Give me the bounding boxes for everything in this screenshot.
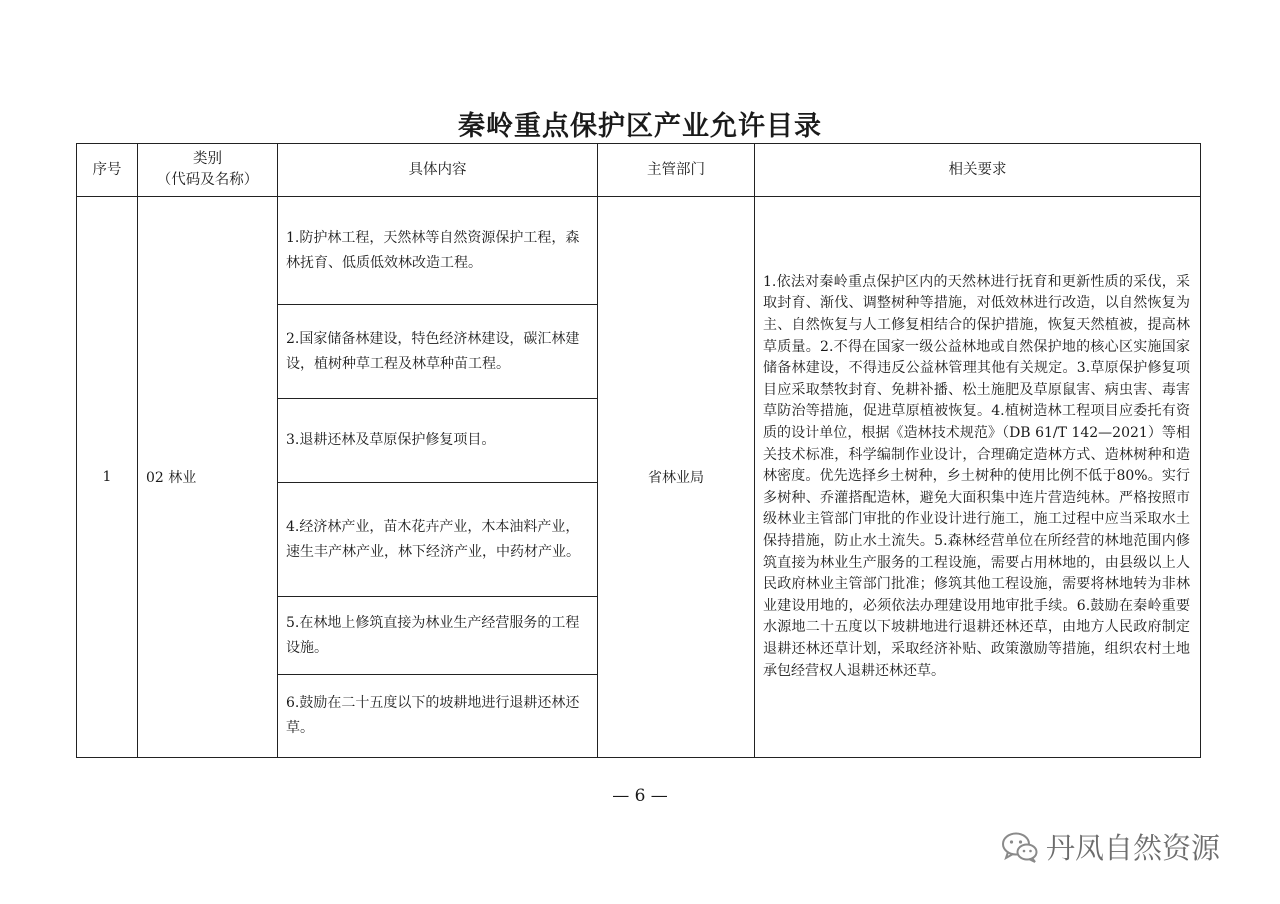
header-requirements: 相关要求 [755, 144, 1201, 197]
row-content-items [278, 197, 598, 758]
row-number: 1 [77, 197, 138, 758]
watermark-text: 丹凤自然资源 [1046, 831, 1221, 865]
header-number: 序号 [77, 144, 138, 197]
watermark [1000, 826, 1220, 867]
content-item: 2.国家储备林建设，特色经济林建设，碳汇林建设，植树种草工程及林草种苗工程。 [278, 305, 597, 399]
content-item: 3.退耕还林及草原保护修复项目。 [278, 399, 597, 483]
header-category [138, 144, 278, 197]
wechat-icon [1000, 827, 1040, 867]
content-item: 5.在林地上修筑直接为林业生产经营服务的工程设施。 [278, 597, 597, 675]
header-category-line1: 类别 [193, 151, 222, 167]
row-department: 省林业局 [598, 197, 755, 758]
content-item: 4.经济林产业，苗木花卉产业，木本油料产业，速生丰产林产业，林下经济产业，中药材产业。 [278, 483, 597, 597]
header-content: 具体内容 [278, 144, 598, 197]
header-department: 主管部门 [598, 144, 755, 197]
content-item: 6.鼓励在二十五度以下的坡耕地进行退耕还林还草。 [286, 695, 580, 736]
document-title: 秦岭重点保护区产业允许目录 [458, 111, 822, 142]
header-category-line2: （代码及名称） [156, 172, 259, 188]
table-row [77, 197, 1201, 758]
table-header-row [77, 144, 1201, 197]
industry-permit-table [76, 143, 1201, 758]
content-item: 1.防护林工程，天然林等自然资源保护工程，森林抚育、低质低效林改造工程。 [278, 197, 597, 305]
row-category: 02 林业 [138, 197, 278, 758]
page-number: — 6 — [612, 786, 668, 806]
row-requirements: 1.依法对秦岭重点保护区内的天然林进行抚育和更新性质的采伐，采取封育、渐伐、调整树种等措施，对低效林进行改造，以自然恢复为主、自然恢复与人工修复相结合的保护措施，恢复天然植被，提高林草质量。2.不得在国家一级公益林地或自然保护地的核心区实施国家储备林建设，不得违反公益林管理其他有关规定。3.草原保护修复项目应采取禁牧封育、免耕补播、松土施肥及草原鼠害、病虫害、毒害草防治等措施，促进草原植被恢复。4.植树造林工程项目应委托有资质的设计单位，根据《造林技术规范》（DB 61/T 142—2021）等相关技术标准，科学编制作业设计，合理确定造林方式、造林树种和造林密度。优先选择乡土树种，乡土树种的使用比例不低于80%。实行多树种、乔灌搭配造林，避免大面积集中连片营造纯林。严格按照市级林业主管部门审批的作业设计进行施工，施工过程中应当采取水土保持措施，防止水土流失。5.森林经营单位在所经营的林地范围内修筑直接为林业生产服务的工程设施，需要占用林地的，由县级以上人民政府林业主管部门批准；修筑其他工程设施，需要将林地转为非林业建设用地的，必须依法办理建设用地审批手续。6.鼓励在秦岭重要水源地二十五度以下坡耕地进行退耕还林还草，由地方人民政府制定退耕还林还草计划，采取经济补贴、政策激励等措施，组织农村土地承包经营权人退耕还林还草。 [755, 197, 1201, 758]
